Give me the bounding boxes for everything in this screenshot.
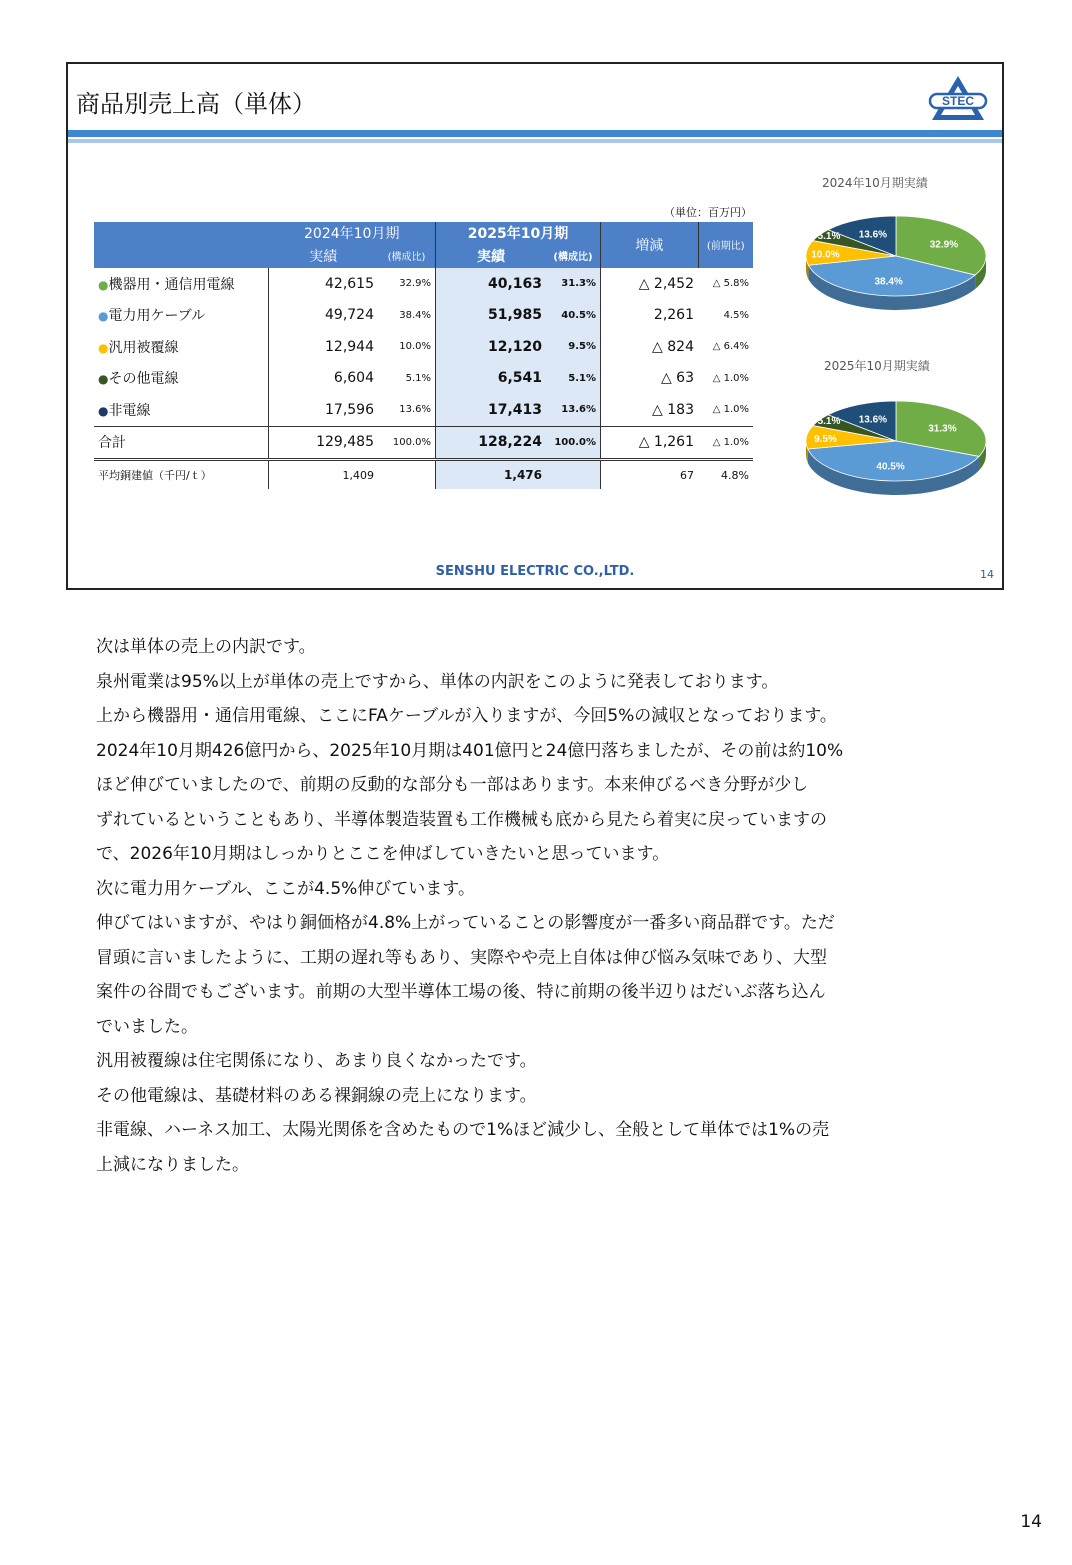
row-r24: 10.0% [399, 341, 431, 353]
total-v24: 129,485 [269, 426, 379, 460]
row-label: 電力用ケーブル [108, 308, 206, 325]
row-v25: 6,541 [436, 363, 547, 395]
ratio-label: (構成比) [387, 252, 426, 263]
total-name: 合計 [94, 426, 269, 460]
row-v24: 12,944 [269, 331, 379, 363]
pie-data-label: 31.3% [928, 423, 957, 435]
row-dot: ● [98, 277, 109, 292]
pie-chart-2024 [796, 194, 996, 344]
total-row [94, 426, 753, 460]
row-change: △ 63 [601, 363, 699, 395]
row-dot: ● [98, 372, 109, 387]
row-label: 汎用被覆線 [108, 339, 179, 356]
body-line: 案件の谷間でもございます。前期の大型半導体工場の後、特に前期の後半辺りはだいぶ落ち込ん [96, 982, 826, 1002]
slide-title: 商品別売上高（単体） [76, 90, 316, 118]
title-bar [68, 130, 1002, 137]
logo-text: STEC [941, 94, 975, 108]
header-change: 増減 [601, 222, 699, 268]
stec-logo [928, 74, 988, 124]
header-ratio-2024 [378, 244, 436, 268]
slide-number: 14 [980, 568, 994, 581]
avg-v25: 1,476 [436, 460, 547, 490]
pie-data-label: 40.5% [876, 461, 905, 473]
row-label: その他電線 [108, 371, 179, 388]
total-r25: 100.0% [546, 426, 601, 460]
row-label: 非電線 [108, 402, 151, 419]
row-change: △ 183 [601, 394, 699, 426]
avg-r24 [378, 460, 436, 490]
avg-v24: 1,409 [269, 460, 379, 490]
unit-label: （単位：百万円） [664, 206, 752, 219]
row-change: △ 2,452 [601, 268, 699, 300]
row-r25: 5.1% [546, 363, 601, 395]
avg-r25 [546, 460, 601, 490]
row-v24: 6,604 [269, 363, 379, 395]
header-yoy [698, 222, 753, 268]
row-yoy: △ 6.4% [712, 341, 749, 353]
row-dot: ● [98, 403, 109, 418]
pie-data-label: 5.1% [817, 415, 841, 427]
body-line: でいました。 [96, 1016, 198, 1037]
row-change: 2,261 [601, 300, 699, 332]
header-actual-2025: 実績 [436, 244, 547, 268]
table-row [94, 363, 753, 395]
title-bar-light [68, 139, 1002, 143]
slide [66, 62, 1004, 590]
row-yoy: △ 1.0% [712, 404, 749, 416]
transcript-body [96, 630, 986, 1182]
row-r24: 38.4% [399, 309, 431, 321]
avg-yoy: 4.8% [698, 460, 753, 490]
body-line: ほど伸びていましたので、前期の反動的な部分も一部はあります。本来伸びるべき分野が少し [96, 775, 809, 795]
row-v24: 17,596 [269, 394, 379, 426]
row-change: △ 824 [601, 331, 699, 363]
row-r25: 13.6% [546, 394, 601, 426]
row-r24: 13.6% [399, 404, 431, 416]
row-v25: 40,163 [436, 268, 547, 300]
body-line: 汎用被覆線は住宅関係になり、あまり良くなかったです。 [96, 1051, 537, 1071]
body-line: 次に電力用ケーブル、ここが4.5%伸びています。 [96, 878, 475, 899]
body-line: 泉州電業は95%以上が単体の売上ですから、単体の内訳をこのように発表しております。 [96, 671, 779, 692]
table-row [94, 394, 753, 426]
header-ratio-2025 [546, 244, 601, 268]
row-v25: 12,120 [436, 331, 547, 363]
pie-data-label: 13.6% [858, 229, 888, 241]
pie-data-label: 32.9% [929, 239, 959, 251]
pie-title-2024: 2024年10月期実績 [822, 176, 928, 190]
body-line: で、2026年10月期はしっかりとここを伸ばしていきたいと思っています。 [96, 844, 670, 864]
row-name [94, 363, 269, 395]
table-row [94, 331, 753, 363]
row-v24: 42,615 [269, 268, 379, 300]
row-dot: ● [98, 340, 109, 355]
header-blank [94, 222, 269, 268]
row-name [94, 268, 269, 300]
avg-name: 平均銅建値（千円/ｔ） [94, 460, 269, 490]
table-row [94, 268, 753, 300]
row-v24: 49,724 [269, 300, 379, 332]
company-name: SENSHU ELECTRIC CO.,LTD. [435, 564, 635, 579]
pie-chart-2025 [796, 379, 996, 529]
total-yoy: △ 1.0% [698, 426, 753, 460]
row-name [94, 300, 269, 332]
total-v25: 128,224 [436, 426, 547, 460]
body-line: 2024年10月期426億円から、2025年10月期は401億円と24億円落ちましたが、その前は約10% [96, 740, 844, 761]
table-row [94, 300, 753, 332]
row-dot: ● [98, 309, 109, 324]
ratio-label: (構成比) [553, 252, 593, 263]
pie-title-2025: 2025年10月期実績 [824, 359, 930, 373]
row-label: 機器用・通信用電線 [108, 276, 235, 293]
avg-change: 67 [601, 460, 699, 490]
row-r25: 40.5% [546, 300, 601, 332]
row-r25: 31.3% [546, 268, 601, 300]
row-v25: 51,985 [436, 300, 547, 332]
row-r24: 5.1% [405, 372, 431, 384]
pie-data-label: 5.1% [817, 230, 841, 242]
header-fy2024: 2024年10月期 [269, 222, 436, 244]
total-r24: 100.0% [378, 426, 436, 460]
row-r24: 32.9% [399, 278, 431, 290]
total-change: △ 1,261 [601, 426, 699, 460]
body-line: 非電線、ハーネス加工、太陽光関係を含めたもので1%ほど減少し、全般として単体では1%の売 [96, 1120, 830, 1140]
row-yoy: △ 1.0% [712, 372, 749, 384]
row-yoy: △ 5.8% [712, 278, 749, 290]
body-line: 上減になりました。 [96, 1154, 249, 1175]
body-line: 伸びてはいますが、やはり銅価格が4.8%上がっていることの影響度が一番多い商品群です。ただ [96, 913, 835, 933]
body-line: ずれているということもあり、半導体製造装置も工作機械も底から見たら着実に戻っていますの [96, 809, 827, 830]
header-actual-2024: 実績 [269, 244, 379, 268]
avg-copper-row [94, 460, 753, 490]
row-r25: 9.5% [546, 331, 601, 363]
pie-data-label: 9.5% [814, 434, 837, 446]
body-line: 次は単体の売上の内訳です。 [96, 637, 316, 657]
row-name [94, 394, 269, 426]
page-number: 14 [1020, 1512, 1042, 1532]
row-yoy: 4.5% [723, 309, 749, 321]
pie-data-label: 10.0% [811, 249, 840, 261]
sales-table [94, 222, 753, 489]
header-yoy-label: (前期比) [706, 241, 745, 252]
row-v25: 17,413 [436, 394, 547, 426]
header-fy2025: 2025年10月期 [436, 222, 601, 244]
body-line: 冒頭に言いましたように、工期の遅れ等もあり、実際やや売上自体は伸び悩み気味であり、大型 [96, 947, 827, 968]
pie-data-label: 13.6% [858, 414, 888, 426]
body-line: 上から機器用・通信用電線、ここにFAケーブルが入りますが、今回5%の減収となっております。 [96, 706, 837, 726]
body-line: その他電線は、基礎材料のある裸銅線の売上になります。 [96, 1085, 537, 1106]
pie-data-label: 38.4% [874, 276, 903, 288]
row-name [94, 331, 269, 363]
